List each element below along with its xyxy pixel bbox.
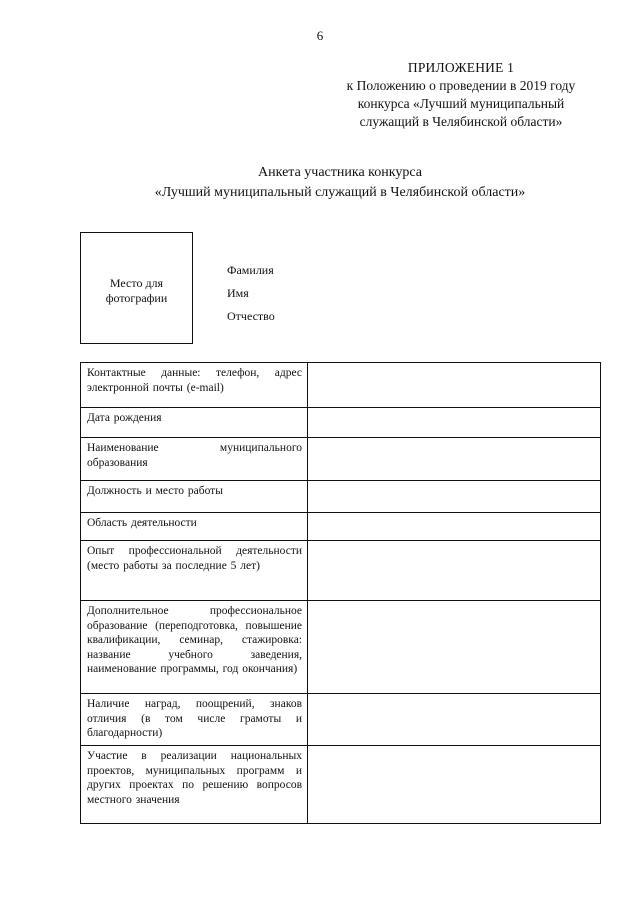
photo-caption (81, 276, 192, 306)
form-title (70, 163, 610, 203)
appendix-header (316, 59, 606, 131)
table-row (81, 746, 601, 824)
table-row (81, 513, 601, 541)
table-row (81, 408, 601, 438)
row-value-contacts (308, 363, 601, 408)
table-row (81, 541, 601, 601)
surname-label: Фамилия (227, 263, 274, 277)
row-label-field-of-activity: Область деятельности (81, 513, 308, 541)
appendix-line-2: конкурса «Лучший муниципальный (357, 96, 565, 111)
name-fields (227, 261, 275, 330)
row-label-experience: Опыт профессиональной деятельности (место работы за последние 5 лет) (81, 541, 308, 601)
form-title-line-1: Анкета участника конкурса (258, 165, 422, 180)
appendix-title: ПРИЛОЖЕНИЕ 1 (407, 60, 515, 75)
table-row (81, 481, 601, 513)
row-value-position (308, 481, 601, 513)
row-value-municipality (308, 438, 601, 481)
appendix-line-1: к Положению о проведении в 2019 году (346, 78, 576, 93)
table-row (81, 363, 601, 408)
table-row (81, 438, 601, 481)
row-value-field-of-activity (308, 513, 601, 541)
form-title-line-2: «Лучший муниципальный служащий в Челябинской области» (154, 185, 526, 200)
row-label-position: Должность и место работы (81, 481, 308, 513)
row-value-awards (308, 694, 601, 746)
row-label-projects-participation: Участие в реализации национальных проектов, муниципальных программ и других проектах по решению вопросов местного значения (81, 746, 308, 824)
questionnaire-table (80, 362, 601, 824)
row-label-contacts: Контактные данные: телефон, адрес электронной почты (e-mail) (81, 363, 308, 408)
row-label-municipality: Наименование муниципального образования (81, 438, 308, 481)
row-value-birth-date (308, 408, 601, 438)
appendix-line-3: служащий в Челябинской области» (359, 114, 563, 129)
row-label-birth-date: Дата рождения (81, 408, 308, 438)
page-number: 6 (316, 28, 324, 43)
photo-caption-line-1: Место для (109, 276, 164, 290)
row-value-projects-participation (308, 746, 601, 824)
table-row (81, 601, 601, 694)
table-row (81, 694, 601, 746)
first-name-label: Имя (227, 286, 249, 300)
patronymic-label: Отчество (227, 309, 275, 323)
photo-caption-line-2: фотографии (105, 291, 168, 305)
row-label-additional-education: Дополнительное профессиональное образование (переподготовка, повышение квалификации, семинар, стажировка: название учебного заведения, наименование программы, год окончания) (81, 601, 308, 694)
row-value-additional-education (308, 601, 601, 694)
row-label-awards: Наличие наград, поощрений, знаков отличия (в том числе грамоты и благодарности) (81, 694, 308, 746)
row-value-experience (308, 541, 601, 601)
photo-placeholder-box (80, 232, 193, 344)
